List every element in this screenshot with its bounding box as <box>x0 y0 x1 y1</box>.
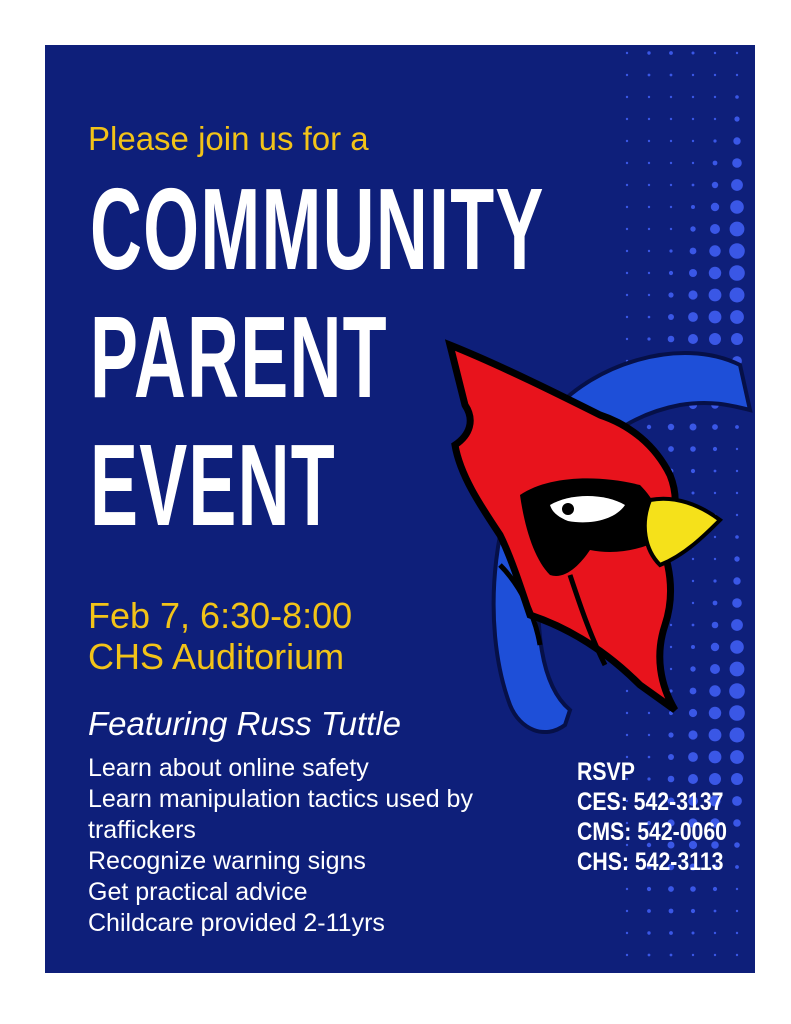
event-date-time: Feb 7, 6:30-8:00 <box>88 595 353 636</box>
halftone-dot <box>670 74 673 77</box>
list-item: Learn manipulation tactics used by traffickers <box>88 785 473 844</box>
halftone-dot <box>736 74 738 76</box>
halftone-dot <box>670 96 672 98</box>
event-headline <box>90 165 755 549</box>
intro-text: Please join us for a <box>88 120 369 157</box>
halftone-dot <box>626 888 628 890</box>
halftone-dot <box>626 118 628 120</box>
halftone-dot <box>647 909 651 913</box>
event-details-list <box>88 753 538 939</box>
halftone-dot <box>734 842 740 848</box>
event-location: CHS Auditorium <box>88 636 345 677</box>
halftone-dot <box>648 118 650 120</box>
halftone-dot <box>690 886 696 892</box>
halftone-dot <box>714 96 716 98</box>
halftone-dot <box>734 116 739 121</box>
halftone-dot <box>626 162 628 164</box>
halftone-dot <box>648 74 651 77</box>
event-when <box>88 595 352 677</box>
halftone-dot <box>648 954 651 957</box>
halftone-dot <box>736 52 738 54</box>
halftone-dot <box>626 932 628 934</box>
halftone-dot <box>736 910 738 912</box>
halftone-dot <box>736 954 738 956</box>
halftone-dot <box>713 887 717 891</box>
rsvp-contact-ces: CES: 542-3137 <box>577 788 724 816</box>
halftone-dot <box>626 140 628 142</box>
halftone-dot <box>714 910 717 913</box>
rsvp-heading: RSVP <box>577 758 635 786</box>
halftone-dot <box>626 954 628 956</box>
halftone-dot <box>669 909 674 914</box>
halftone-dot <box>736 888 738 890</box>
halftone-dot <box>692 162 694 164</box>
halftone-dot <box>669 51 673 55</box>
halftone-dot <box>668 886 674 892</box>
headline-word-parent: PARENT <box>90 292 388 422</box>
rsvp-contact-chs: CHS: 542-3113 <box>577 848 724 876</box>
halftone-dot <box>648 162 650 164</box>
halftone-dot <box>670 162 672 164</box>
list-item: Childcare provided 2-11yrs <box>88 909 385 937</box>
halftone-dot <box>735 865 739 869</box>
halftone-dot <box>714 932 716 934</box>
flyer <box>45 45 755 973</box>
halftone-dot <box>626 52 628 54</box>
halftone-dot <box>692 118 694 120</box>
halftone-dot <box>714 52 716 54</box>
halftone-dot <box>692 954 694 956</box>
halftone-dot <box>730 750 744 764</box>
halftone-dot <box>714 954 716 956</box>
halftone-dot <box>626 74 628 76</box>
halftone-dot <box>733 819 741 827</box>
halftone-dot <box>732 796 742 806</box>
halftone-dot <box>692 74 694 76</box>
halftone-dot <box>733 137 740 144</box>
halftone-dot <box>692 932 695 935</box>
halftone-dot <box>648 140 650 142</box>
halftone-dot <box>670 140 672 142</box>
headline-word-community: COMMUNITY <box>90 164 545 294</box>
halftone-dot <box>714 118 716 120</box>
rsvp-contact-cms: CMS: 542-0060 <box>577 818 728 846</box>
halftone-dot <box>647 51 650 54</box>
list-item: Get practical advice <box>88 878 308 906</box>
halftone-dot <box>647 931 650 934</box>
halftone-dot <box>735 95 739 99</box>
rsvp-block <box>577 757 727 877</box>
halftone-dot <box>669 931 673 935</box>
halftone-dot <box>626 96 628 98</box>
halftone-dot <box>731 773 743 785</box>
halftone-dot <box>626 910 628 912</box>
halftone-dot <box>647 887 651 891</box>
list-item: Learn about online safety <box>88 754 369 782</box>
halftone-dot <box>670 118 672 120</box>
halftone-dot <box>691 909 695 913</box>
halftone-dot <box>714 74 716 76</box>
halftone-dot <box>692 52 695 55</box>
halftone-dot <box>736 932 738 934</box>
halftone-dot <box>692 96 694 98</box>
featuring-speaker: Featuring Russ Tuttle <box>88 705 402 742</box>
halftone-dot <box>692 140 694 142</box>
halftone-dot <box>670 954 673 957</box>
list-item: Recognize warning signs <box>88 847 366 875</box>
headline-word-event: EVENT <box>90 420 336 550</box>
halftone-dot <box>648 96 650 98</box>
halftone-dot <box>713 139 716 142</box>
